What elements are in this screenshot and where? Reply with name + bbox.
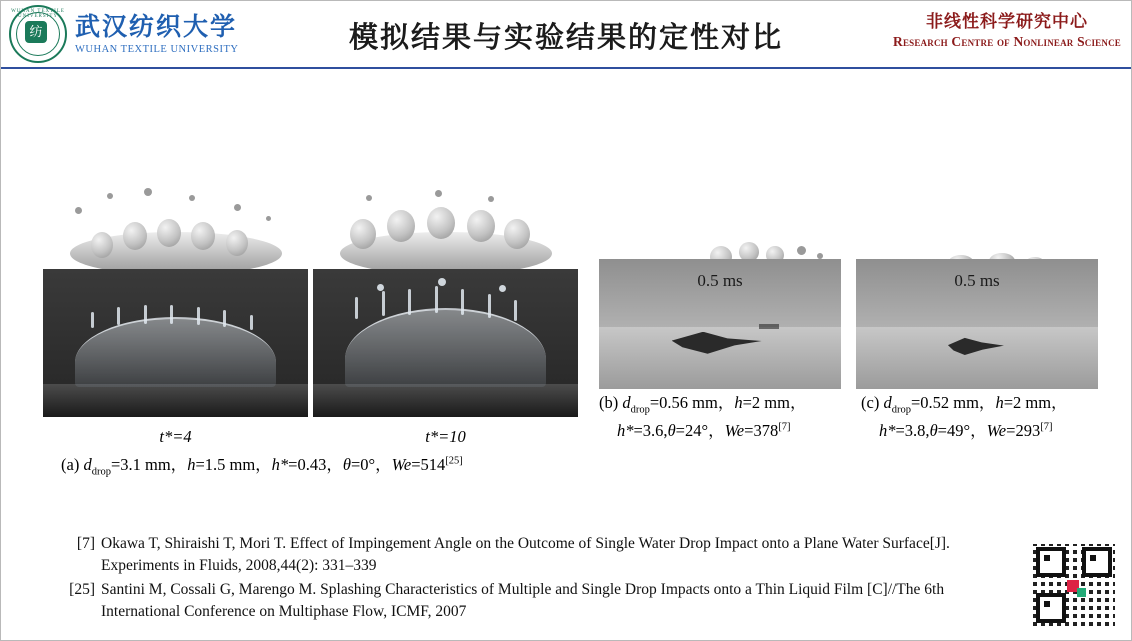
- caption-b-hstar-value: =3.6,: [633, 421, 668, 440]
- time-label-b: 0.5 ms: [697, 271, 743, 290]
- reference-number: [7]: [76, 535, 95, 552]
- research-centre-cn: 非线性科学研究中心: [926, 12, 1088, 31]
- caption-b-prefix: (b): [599, 393, 623, 412]
- reference-item: [61, 579, 1011, 623]
- caption-a-d-value: =3.1 mm，: [110, 455, 188, 474]
- caption-c-hstar-value: =3.8,: [895, 421, 930, 440]
- caption-c-h-value: =2 mm，: [1003, 393, 1068, 412]
- caption-a-hstar-value: =0.43，: [288, 455, 343, 474]
- caption-time-a1-text: t*=4: [159, 427, 192, 446]
- satellite-droplet: [144, 188, 152, 196]
- reference-list: [61, 533, 1011, 625]
- caption-b-line1: [599, 389, 806, 415]
- satellite-droplet: [266, 216, 271, 221]
- caption-c-we-symbol: We: [986, 421, 1007, 440]
- caption-b-we-value: =378: [744, 421, 779, 440]
- satellite-droplet: [75, 207, 82, 214]
- photo-water-surface: [856, 327, 1098, 389]
- photo-spike: [435, 286, 438, 313]
- caption-b-hstar-symbol: h*: [617, 421, 634, 440]
- experimental-photo-a-t10: [313, 269, 578, 417]
- caption-b-d-value: =0.56 mm，: [649, 393, 735, 412]
- photo-background: [599, 259, 841, 327]
- time-label-c: 0.5 ms: [954, 271, 1000, 290]
- satellite-droplet: [107, 193, 113, 199]
- caption-c-we-value: =293: [1006, 421, 1041, 440]
- caption-time-a2: [313, 427, 578, 447]
- caption-a-we-value: =514: [411, 455, 446, 474]
- qr-finder-icon: [1036, 593, 1066, 623]
- photo-spike: [355, 297, 358, 319]
- caption-c-hstar-symbol: h*: [879, 421, 896, 440]
- caption-c-d-value: =0.52 mm，: [910, 393, 996, 412]
- experimental-photo-c: [856, 259, 1098, 389]
- figure-area: [1, 69, 1132, 509]
- caption-a-ref: [25]: [445, 455, 463, 467]
- caption-a-h-symbol: h: [187, 455, 196, 474]
- photo-spike: [197, 307, 200, 325]
- satellite-droplet: [438, 278, 446, 286]
- crown-finger: [226, 230, 248, 256]
- photo-crown: [43, 269, 308, 417]
- photo-spike: [488, 294, 491, 318]
- seal-character: 纺: [25, 21, 47, 43]
- satellite-droplet: [488, 196, 494, 202]
- caption-a-h-value: =1.5 mm，: [195, 455, 272, 474]
- caption-b-d-symbol: d: [622, 393, 631, 412]
- caption-c-h-symbol: h: [995, 393, 1004, 412]
- photo-crown: [313, 269, 578, 417]
- experimental-photo-a-t4: [43, 269, 308, 417]
- qr-finder-icon: [1082, 547, 1112, 577]
- caption-a-theta-symbol: θ: [342, 455, 351, 474]
- photo-spike: [144, 305, 147, 324]
- photo-water-surface: [599, 327, 841, 389]
- caption-b-d-sub: drop: [630, 404, 650, 416]
- caption-c-ref: [7]: [1040, 421, 1053, 433]
- caption-time-a2-text: t*=10: [425, 427, 466, 446]
- caption-c-line2: [879, 417, 1052, 441]
- caption-b-h-symbol: h: [734, 393, 743, 412]
- crown-finger: [504, 219, 530, 249]
- caption-a-we-symbol: We: [391, 455, 412, 474]
- photo-splash-streak: [759, 324, 779, 329]
- crown-finger: [427, 207, 455, 239]
- reference-text: Okawa T, Shiraishi T, Mori T. Effect of Impingement Angle on the Outcome of Single Water Drop Impact onto a Plane Water Surface[J]. Experiments in Fluids, 2008,44(2): 331–339: [101, 535, 950, 574]
- qr-logo-green: [1077, 588, 1086, 597]
- satellite-droplet: [499, 285, 506, 292]
- photo-spike: [408, 289, 411, 315]
- slide-header: [1, 1, 1131, 69]
- photo-spike: [223, 310, 226, 327]
- caption-a-theta-value: =0°，: [350, 455, 392, 474]
- qr-finder-icon: [1036, 547, 1066, 577]
- caption-b-line2: [617, 417, 790, 441]
- crown-finger: [123, 222, 147, 250]
- caption-b-theta-symbol: θ: [667, 421, 676, 440]
- photo-spike: [461, 289, 464, 315]
- crown-finger: [91, 232, 113, 258]
- caption-c-theta-value: =49°，: [937, 421, 987, 440]
- photo-floor: [313, 384, 578, 417]
- caption-b-theta-value: =24°，: [675, 421, 725, 440]
- photo-spike: [117, 307, 120, 325]
- caption-a-prefix: (a): [61, 455, 84, 474]
- caption-a: [61, 451, 463, 477]
- caption-c-line1: [861, 389, 1068, 415]
- photo-floor: [43, 384, 308, 417]
- photo-spike: [382, 291, 385, 316]
- caption-c-d-symbol: d: [883, 393, 892, 412]
- photo-spike: [170, 305, 173, 324]
- university-name-en: WUHAN TEXTILE UNIVERSITY: [75, 43, 239, 55]
- satellite-droplet: [435, 190, 442, 197]
- satellite-droplet: [189, 195, 195, 201]
- seal-ring-text: WUHAN TEXTILE UNIVERSITY: [11, 9, 65, 19]
- caption-b-we-symbol: We: [724, 421, 745, 440]
- satellite-droplet: [377, 284, 384, 291]
- caption-b-ref: [7]: [778, 421, 791, 433]
- photo-background: [856, 259, 1098, 327]
- caption-a-d-sub: drop: [91, 466, 111, 478]
- caption-a-d-symbol: d: [83, 455, 92, 474]
- caption-c-prefix: (c): [861, 393, 884, 412]
- reference-item: [61, 533, 1011, 577]
- satellite-droplet: [797, 246, 806, 255]
- photo-spike: [514, 300, 517, 321]
- page-title: 模拟结果与实验结果的定性对比: [348, 20, 783, 54]
- satellite-droplet: [366, 195, 372, 201]
- crown-finger: [387, 210, 415, 242]
- research-centre-block: [893, 11, 1121, 51]
- university-name-cn: 武汉纺织大学: [75, 13, 238, 41]
- caption-c-theta-symbol: θ: [929, 421, 938, 440]
- photo-spike: [250, 315, 253, 330]
- caption-time-a1: [43, 427, 308, 447]
- caption-a-hstar-symbol: h*: [271, 455, 289, 474]
- reference-text: Santini M, Cossali G, Marengo M. Splashing Characteristics of Multiple and Single Drop Impacts onto a Thin Liquid Film [C]//The 6th International Conference on Multiphase Flow, ICMF, 2007: [101, 581, 945, 620]
- qr-code[interactable]: [1033, 544, 1115, 626]
- crown-finger: [467, 210, 495, 242]
- research-centre-en: Research Centre of Nonlinear Science: [893, 34, 1121, 49]
- reference-number: [25]: [69, 581, 95, 598]
- caption-c-d-sub: drop: [891, 404, 911, 416]
- experimental-photo-b: [599, 259, 841, 389]
- caption-b-h-value: =2 mm，: [742, 393, 807, 412]
- satellite-droplet: [234, 204, 241, 211]
- photo-spike: [91, 312, 94, 328]
